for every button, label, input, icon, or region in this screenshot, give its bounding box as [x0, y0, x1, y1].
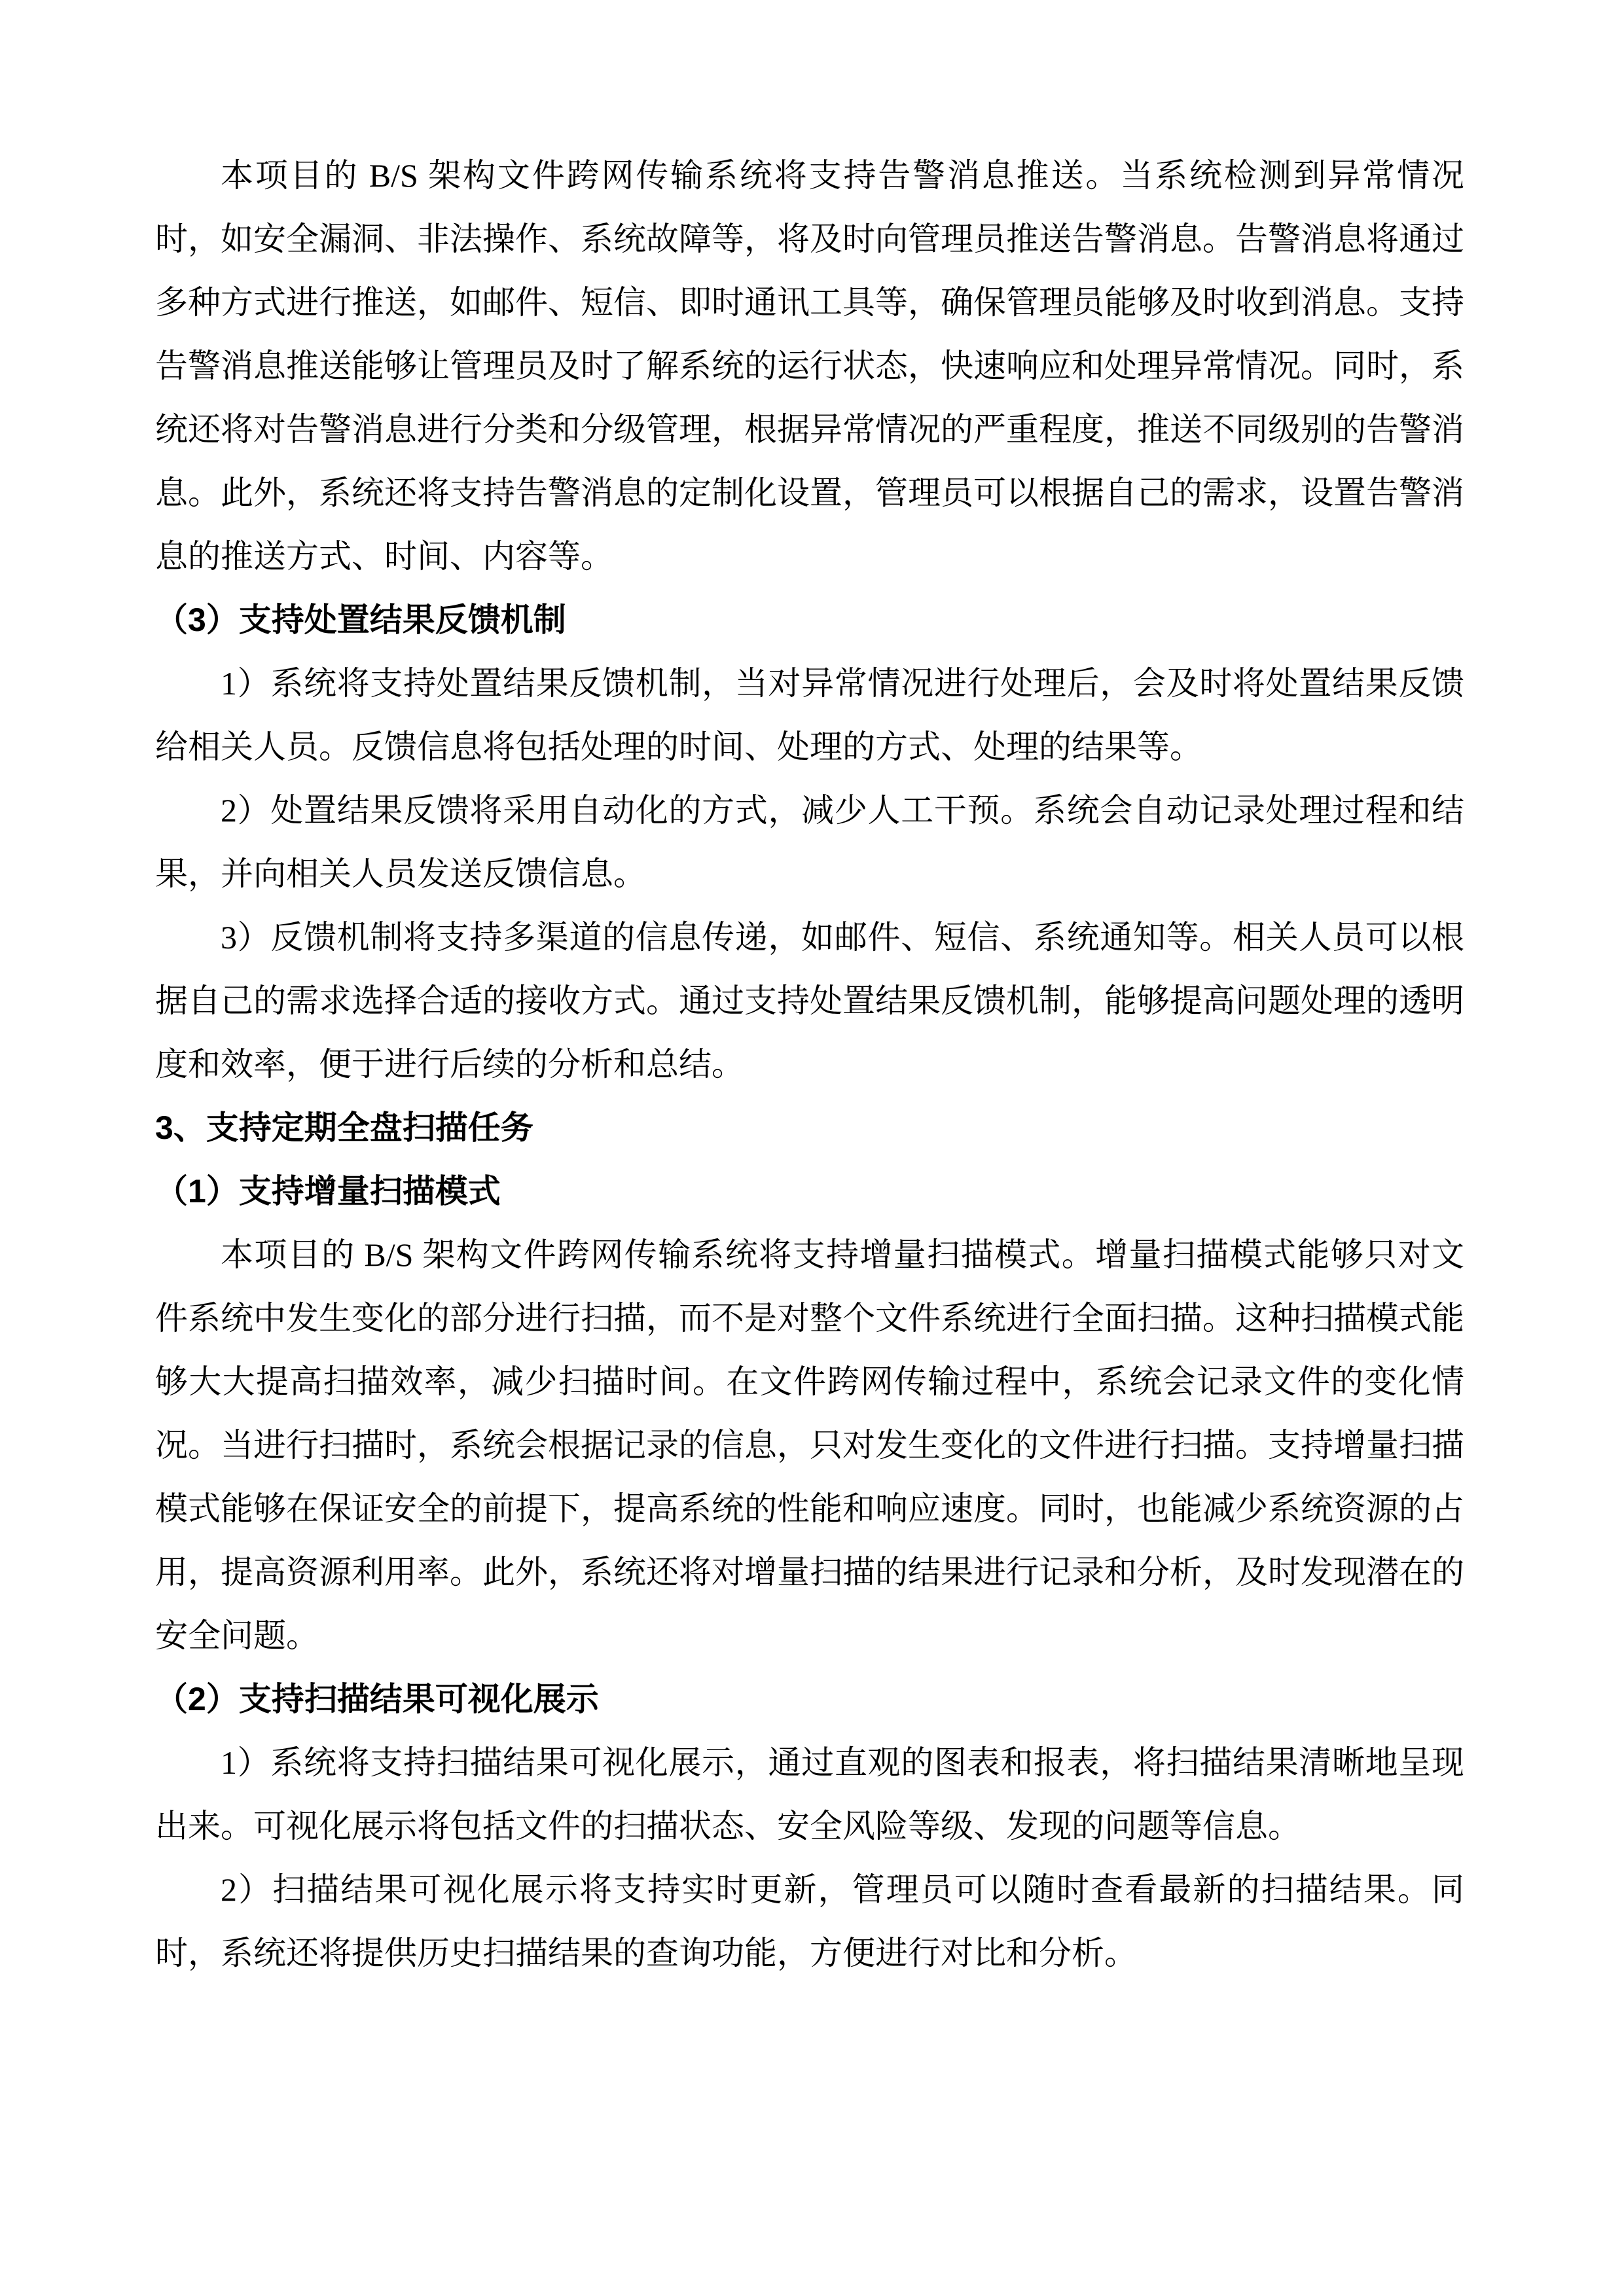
paragraph-visualization-item-1: 1）系统将支持扫描结果可视化展示，通过直观的图表和报表，将扫描结果清晰地呈现出来。可视化展示将包括文件的扫描状态、安全风险等级、发现的问题等信息。 [155, 1744, 1464, 1844]
heading-3-disposal-result-feedback: （3）支持处置结果反馈机制 [155, 601, 566, 638]
heading-2-scan-result-visualization: （2）支持扫描结果可视化展示 [155, 1681, 599, 1717]
paragraph-visualization-item-2: 2）扫描结果可视化展示将支持实时更新，管理员可以随时查看最新的扫描结果。同时，系统还将提供历史扫描结果的查询功能，方便进行对比和分析。 [155, 1871, 1464, 1971]
paragraph-incremental-scan: 本项目的 B/S 架构文件跨网传输系统将支持增量扫描模式。增量扫描模式能够只对文件系统中发生变化的部分进行扫描，而不是对整个文件系统进行全面扫描。这种扫描模式能够大大提高扫描效率，减少扫描时间。在文件跨网传输过程中，系统会记录文件的变化情况。当进行扫描时，系统会根据记录的信息，只对发生变化的文件进行扫描。支持增量扫描模式能够在保证安全的前提下，提高系统的性能和响应速度。同时，也能减少系统资源的占用，提高资源利用率。此外，系统还将对增量扫描的结果进行记录和分析，及时发现潜在的安全问题。 [155, 1236, 1464, 1654]
paragraph-feedback-item-1: 1）系统将支持处置结果反馈机制，当对异常情况进行处理后，会及时将处置结果反馈给相关人员。反馈信息将包括处理的时间、处理的方式、处理的结果等。 [155, 665, 1464, 765]
paragraph-feedback-item-2: 2）处置结果反馈将采用自动化的方式，减少人工干预。系统会自动记录处理过程和结果，并向相关人员发送反馈信息。 [155, 792, 1464, 892]
heading-scheduled-full-disk-scan: 3、支持定期全盘扫描任务 [155, 1109, 533, 1146]
paragraph-alert-message-push: 本项目的 B/S 架构文件跨网传输系统将支持告警消息推送。当系统检测到异常情况时，如安全漏洞、非法操作、系统故障等，将及时向管理员推送告警消息。告警消息将通过多种方式进行推送，如邮件、短信、即时通讯工具等，确保管理员能够及时收到消息。支持告警消息推送能够让管理员及时了解系统的运行状态，快速响应和处理异常情况。同时，系统还将对告警消息进行分类和分级管理，根据异常情况的严重程度，推送不同级别的告警消息。此外，系统还将支持告警消息的定制化设置，管理员可以根据自己的需求，设置告警消息的推送方式、时间、内容等。 [155, 157, 1464, 575]
heading-1-incremental-scan-mode: （1）支持增量扫描模式 [155, 1173, 501, 1210]
paragraph-feedback-item-3: 3）反馈机制将支持多渠道的信息传递，如邮件、短信、系统通知等。相关人员可以根据自己的需求选择合适的接收方式。通过支持处置结果反馈机制，能够提高问题处理的透明度和效率，便于进行后续的分析和总结。 [155, 919, 1464, 1083]
